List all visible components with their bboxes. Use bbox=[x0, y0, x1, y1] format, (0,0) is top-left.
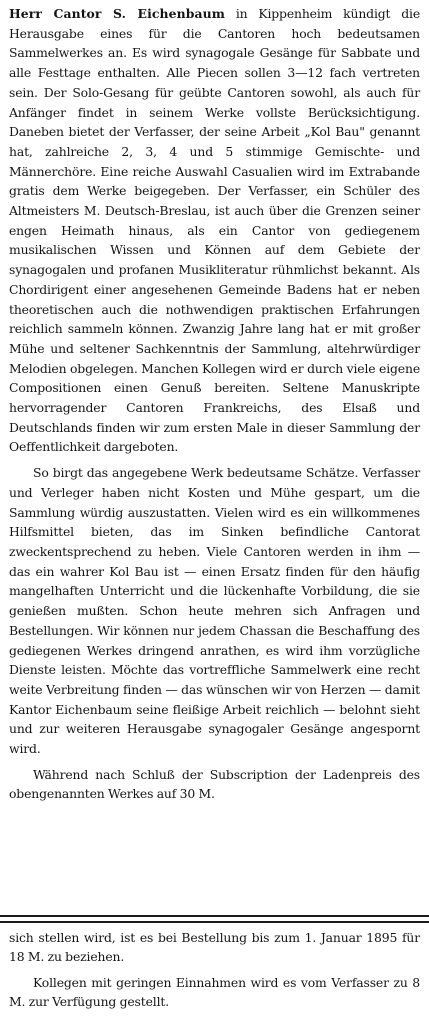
article-paragraph-3: Während nach Schluß der Subscription der Ladenpreis des obengenannten Werkes auf 30 M. bbox=[9, 766, 420, 802]
column-divider-rule-bottom bbox=[0, 921, 429, 923]
column-divider-rule-top bbox=[0, 915, 429, 917]
continuation-paragraph-2: Kollegen mit geringen Einnahmen wird es vom Verfasser zu 8 M. zur Verfügung gestellt. bbox=[9, 974, 420, 1009]
article-paragraph-1 bbox=[9, 4, 420, 457]
continuation-column bbox=[9, 928, 420, 1011]
article-paragraph-2: So birgt das angegebene Werk bedeutsame Schätze. Verfasser und Verleger haben nicht Kosten und Mühe gespart, um die Sammlung würdig auszustatten. Vielen wird es ein willkommenes Hilfsmittel bieten, das im Sinken befindliche Cantorat zweckentsprechend zu heben. Viele Cantoren werden in ihm — das ein wahrer Kol Bau ist — einen Ersatz finden für den häufig mangelhaften Unterricht und die lückenhafte Vorbildung, die sie genießen mußten. Schon heute mehren sich Anfragen und Bestellungen. Wir können nur jedem Chassan die Beschaffung des gediegenen Werkes dringend anrathen, es wird ihm vorzügliche Dienste leisten. Möchte das vortreffliche Sammelwerk eine recht weite Verbreitung finden — das wünschen wir von Herzen — damit Kantor Eichenbaum seine fleißige Arbeit reichlich — belohnt sieht und zur weiteren Herausgabe synagogaler Gesänge angespornt wird. bbox=[9, 465, 420, 757]
article-column bbox=[9, 4, 420, 804]
article-paragraph-1-text: in Kippenheim kündigt die Herausgabe eines für die Cantoren hoch bedeutsamen Sammelwerkes an. Es wird synagogale Gesänge für Sabbate und alle Festtage enthalten. Alle Piecen sollen 3—12 fach vertreten sein. Der Solo-Gesang für geübte Cantoren sowohl, als auch für Anfänger findet in seinem Werke vollste Berücksichtigung. Daneben bietet der Verfasser, der seine Arbeit „Kol Bau" genannt hat, zahlreiche 2, 3, 4 und 5 stimmige Gemischte- und Männerchöre. Eine reiche Auswahl Casualien wird im Extrabande gratis dem Werke beigegeben. Der Verfasser, ein Schüler des Altmeisters M. Deutsch-Breslau, ist auch über die Grenzen seiner engen Heimath hinaus, als ein Cantor von gediegenem musikalischen Wissen und Können auf dem Gebiete der synagogalen und profanen Musikliteratur rühmlichst bekannt. Als Chordirigent einer angesehenen Gemeinde Badens hat er neben theoretischen auch die nothwendigen praktischen Erfahrungen reichlich sammeln können. Zwanzig Jahre lang hat er mit großer Mühe und seltener Sachkenntnis der Sammlung, altehrwürdiger Melodien obgelegen. Manchen Kollegen wird er durch viele eigene Compositionen einen Genuß bereiten. Seltene Manuskripte hervorragender Cantoren Frankreichs, des Elsaß und Deutschlands finden wir zum ersten Male in dieser Sammlung der Oeffentlichkeit dargeboten. bbox=[9, 6, 421, 455]
article-lead-name: Herr Cantor S. Eichenbaum bbox=[9, 6, 225, 21]
continuation-paragraph-1: sich stellen wird, ist es bei Bestellung bis zum 1. Januar 1895 für 18 M. zu beziehen. bbox=[9, 930, 420, 965]
